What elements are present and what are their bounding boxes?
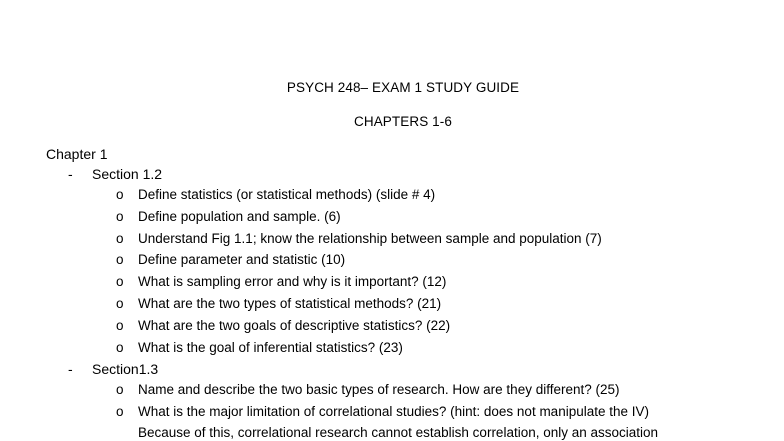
document-subtitle: CHAPTERS 1-6: [354, 114, 452, 129]
document-title: PSYCH 248– EXAM 1 STUDY GUIDE: [286, 80, 520, 95]
section-dash: -: [68, 166, 73, 182]
bullet-icon: o: [116, 318, 124, 333]
section-label: Section 1.2: [92, 166, 163, 182]
section-dash: -: [68, 361, 73, 377]
chapter-heading: Chapter 1: [46, 146, 108, 162]
bullet-icon: o: [116, 209, 124, 224]
list-item-text: What is sampling error and why is it important? (12): [138, 274, 447, 289]
list-item-text: What is the major limitation of correlational studies? (hint: does not manipulate the IV): [138, 404, 650, 419]
list-item-continuation: Because of this, correlational research cannot establish correlation, only an association: [138, 425, 659, 440]
list-item-text: Define statistics (or statistical methods) (slide # 4): [138, 187, 436, 202]
list-item-text: Name and describe the two basic types of research. How are they different? (25): [138, 382, 620, 397]
list-item-text: Define population and sample. (6): [138, 209, 341, 224]
list-item-text: Define parameter and statistic (10): [138, 252, 346, 267]
list-item-text: Understand Fig 1.1; know the relationship between sample and population (7): [138, 231, 602, 246]
bullet-icon: o: [116, 296, 124, 311]
list-item-text: What are the two goals of descriptive statistics? (22): [138, 318, 451, 333]
bullet-icon: o: [116, 187, 124, 202]
bullet-icon: o: [116, 252, 124, 267]
bullet-icon: o: [116, 274, 124, 289]
bullet-icon: o: [116, 382, 124, 397]
bullet-icon: o: [116, 231, 124, 246]
bullet-icon: o: [116, 404, 124, 419]
list-item-text: What are the two types of statistical methods? (21): [138, 296, 442, 311]
bullet-icon: o: [116, 340, 124, 355]
section-label: Section1.3: [92, 361, 159, 377]
list-item-text: What is the goal of inferential statistics? (23): [138, 340, 403, 355]
